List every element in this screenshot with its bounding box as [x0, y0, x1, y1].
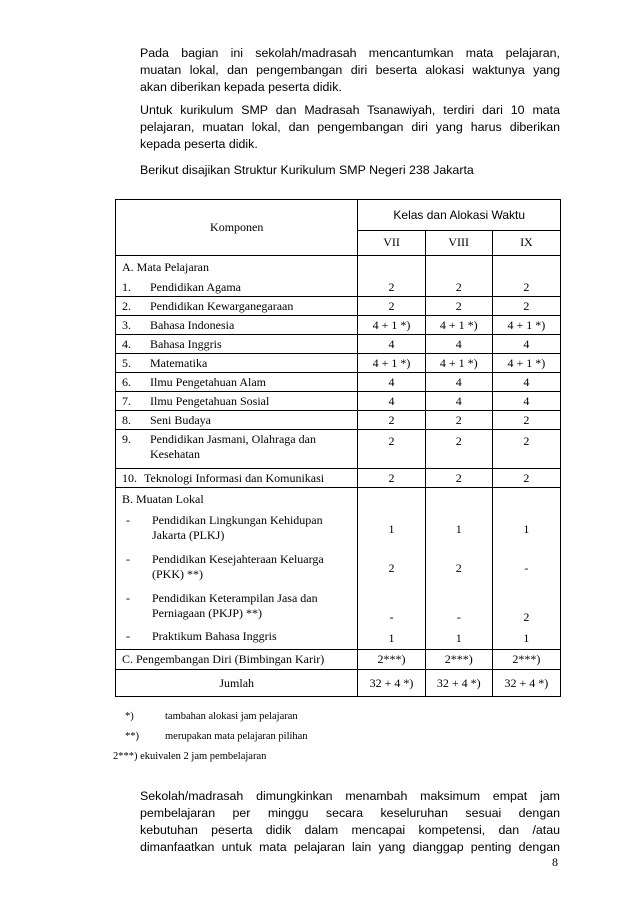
subject-label	[116, 335, 358, 354]
section-b-row	[116, 488, 561, 511]
intro-paragraph	[140, 45, 560, 96]
table-row	[116, 627, 561, 650]
cell-value: 4 + 1 *)	[425, 354, 492, 373]
subject-label	[116, 430, 358, 469]
local-subject-line: Praktikum Bahasa Inggris	[152, 629, 277, 643]
section-b-body	[116, 510, 561, 650]
cell-value: 4 + 1 *)	[492, 316, 560, 335]
footnote-text: tambahan alokasi jam pelajaran	[165, 711, 298, 722]
cell-value: 2	[358, 469, 425, 488]
local-subject-line: Pendidikan Keterampilan Jasa dan	[152, 591, 318, 605]
table-row	[116, 430, 561, 469]
footnote-mark: **)	[125, 731, 139, 742]
subject-index: 4.	[122, 337, 131, 351]
cell-value: 1	[492, 627, 560, 650]
subject-label	[116, 278, 358, 297]
local-subject-line: Pendidikan Kesejahteraan Keluarga	[152, 552, 324, 566]
cell-value: 4 + 1 *)	[358, 316, 425, 335]
cell-value: 1	[492, 510, 560, 549]
text-line: pelajaran, muatan lokal, dan pengembangan diri yang harus diberikan	[140, 120, 560, 134]
footnote	[113, 751, 266, 762]
text-line: muatan lokal, dan pengembangan diri beserta alokasi waktunya yang	[140, 63, 560, 77]
subject-name	[150, 432, 316, 462]
subject-name-line: Bahasa Indonesia	[150, 318, 235, 332]
cell-value: 2	[425, 411, 492, 430]
local-subject-label	[116, 588, 358, 627]
cell-value: 4	[425, 392, 492, 411]
table-row	[116, 411, 561, 430]
cell-value: 4	[425, 373, 492, 392]
header-class-ix: IX	[492, 231, 560, 256]
local-subject-line: Jakarta (PLKJ)	[152, 528, 225, 542]
cell-value: 2	[425, 469, 492, 488]
cell-value: 2	[492, 430, 560, 469]
cell-value: 1	[425, 510, 492, 549]
subject-name-line: Pendidikan Jasmani, Olahraga dan	[150, 432, 316, 446]
section-c-row	[116, 650, 561, 670]
footnote-mark: *)	[125, 711, 134, 722]
subject-label	[116, 373, 358, 392]
section-c-label: C. Pengembangan Diri (Bimbingan Karir)	[116, 650, 358, 670]
subject-name	[150, 335, 222, 353]
cell-value: 4 + 1 *)	[492, 354, 560, 373]
cell-value: 2***)	[492, 650, 560, 670]
text-line: pembelajaran per minggu secara keseluruhan sesuai dengan	[140, 806, 560, 820]
cell-value: 4 + 1 *)	[425, 316, 492, 335]
table-row	[116, 278, 561, 297]
text-line: akan diberikan kepada peserta didik.	[140, 80, 342, 94]
text-line: kepada peserta didik.	[140, 137, 258, 151]
cell-value: 2	[358, 430, 425, 469]
subject-index: 1.	[122, 280, 131, 294]
subject-name-line: Ilmu Pengetahuan Sosial	[150, 394, 270, 408]
cell-value: 2***)	[358, 650, 425, 670]
subject-name-line: Seni Budaya	[150, 413, 211, 427]
local-subject-label	[116, 510, 358, 549]
list-dash: -	[126, 552, 130, 566]
subject-name-line: Kesehatan	[150, 447, 200, 461]
text-line: kebutuhan peserta didik dalam mencapai kompetensi, dan /atau	[140, 823, 560, 837]
subject-label	[116, 297, 358, 316]
subject-name	[150, 297, 293, 315]
cell-value: 32 + 4 *)	[492, 670, 560, 697]
subject-label	[116, 354, 358, 373]
cell-value: 4	[358, 335, 425, 354]
cell-value: 1	[358, 627, 425, 650]
cell-value: -	[492, 549, 560, 588]
subject-name	[150, 316, 234, 334]
local-subject-line: Perniagaan (PKJP) **)	[152, 606, 262, 620]
section-b-title: B. Muatan Lokal	[116, 488, 358, 511]
cell-value: 32 + 4 *)	[425, 670, 492, 697]
header-class-viii: VIII	[425, 231, 492, 256]
table-row	[116, 469, 561, 488]
subject-index: 9.	[122, 432, 131, 446]
footnote-text: 2***) ekuivalen 2 jam pembelajaran	[113, 751, 267, 762]
local-subject-label	[116, 549, 358, 588]
subject-name	[150, 411, 211, 429]
subject-name-line: Ilmu Pengetahuan Alam	[150, 375, 266, 389]
closing-paragraph	[140, 788, 560, 856]
table-intro-paragraph	[140, 162, 560, 179]
header-kelas: Kelas dan Alokasi Waktu	[358, 200, 561, 231]
curriculum-table	[115, 199, 561, 697]
subject-label	[116, 392, 358, 411]
cell-value: 32 + 4 *)	[358, 670, 425, 697]
table-row	[116, 354, 561, 373]
subject-label	[116, 316, 358, 335]
cell-value: 2	[425, 297, 492, 316]
text-line: Berikut disajikan Struktur Kurikulum SMP Negeri 238 Jakarta	[140, 163, 474, 177]
local-subject-name	[152, 629, 277, 644]
jumlah-label: Jumlah	[116, 670, 358, 697]
subject-name-line: Pendidikan Kewarganegaraan	[150, 299, 294, 313]
cell-value: 2	[425, 430, 492, 469]
cell-value: 2	[358, 549, 425, 588]
text-line: Untuk kurikulum SMP dan Madrasah Tsanawiyah, terdiri dari 10 mata	[140, 103, 560, 117]
local-subject-name	[152, 552, 324, 582]
list-dash: -	[126, 591, 130, 605]
cell-value: 2	[492, 588, 560, 627]
local-subject-name	[152, 591, 318, 621]
local-subject-line: (PKK) **)	[152, 567, 203, 581]
cell-value: 2	[358, 411, 425, 430]
subject-index: 5.	[122, 356, 131, 370]
subject-index: 7.	[122, 394, 131, 408]
subject-name	[144, 469, 324, 487]
local-subject-line: Pendidikan Lingkungan Kehidupan	[152, 513, 323, 527]
table-row	[116, 335, 561, 354]
subject-name	[150, 373, 266, 391]
header-komponen: Komponen	[116, 200, 358, 256]
curriculum-paragraph	[140, 102, 560, 153]
page-number: 8	[552, 855, 558, 869]
cell-value: 4	[492, 392, 560, 411]
list-dash: -	[126, 629, 130, 643]
subject-name-line: Matematika	[150, 356, 208, 370]
table-row	[116, 549, 561, 588]
cell-value: 4	[358, 392, 425, 411]
footnote	[125, 711, 298, 722]
subject-name-line: Teknologi Informasi dan Komunikasi	[144, 471, 325, 485]
subject-label	[116, 469, 358, 488]
cell-value: 2	[358, 278, 425, 297]
subject-label	[116, 411, 358, 430]
table-row	[116, 316, 561, 335]
section-a-body	[116, 278, 561, 488]
cell-value: 2	[358, 297, 425, 316]
subject-index: 3.	[122, 318, 131, 332]
jumlah-row	[116, 670, 561, 697]
subject-index: 8.	[122, 413, 131, 427]
cell-value: 4	[358, 373, 425, 392]
subject-index: 2.	[122, 299, 131, 313]
cell-value: 1	[358, 510, 425, 549]
header-class-vii: VII	[358, 231, 425, 256]
text-line: Sekolah/madrasah dimungkinkan menambah maksimum empat jam	[140, 789, 560, 803]
subject-name	[150, 392, 269, 410]
section-a-title: A. Mata Pelajaran	[116, 256, 358, 279]
local-subject-name	[152, 513, 323, 543]
cell-value: 2	[492, 297, 560, 316]
footnote	[125, 731, 308, 742]
cell-value: -	[358, 588, 425, 627]
cell-value: 4	[492, 335, 560, 354]
cell-value: 2	[425, 278, 492, 297]
subject-index: 6.	[122, 375, 131, 389]
subject-index: 10.	[122, 471, 137, 485]
cell-value: 4 + 1 *)	[358, 354, 425, 373]
cell-value: 2	[492, 469, 560, 488]
cell-value: 2	[492, 278, 560, 297]
table-row	[116, 588, 561, 627]
cell-value: 2***)	[425, 650, 492, 670]
table-row	[116, 392, 561, 411]
subject-name	[150, 278, 241, 296]
cell-value: 1	[425, 627, 492, 650]
cell-value: 4	[492, 373, 560, 392]
cell-value: 4	[425, 335, 492, 354]
subject-name-line: Bahasa Inggris	[150, 337, 222, 351]
text-line: dimanfaatkan untuk mata pelajaran lain yang dianggap penting dengan	[140, 840, 560, 854]
table-row	[116, 373, 561, 392]
list-dash: -	[126, 513, 130, 527]
table-row	[116, 510, 561, 549]
cell-value: 2	[425, 549, 492, 588]
section-a-row	[116, 256, 561, 279]
local-subject-label	[116, 627, 358, 650]
text-line: Pada bagian ini sekolah/madrasah mencantumkan mata pelajaran,	[140, 46, 560, 60]
cell-value: -	[425, 588, 492, 627]
subject-name	[150, 354, 207, 372]
subject-name-line: Pendidikan Agama	[150, 280, 241, 294]
table-row	[116, 297, 561, 316]
cell-value: 2	[492, 411, 560, 430]
footnote-text: merupakan mata pelajaran pilihan	[165, 731, 308, 742]
